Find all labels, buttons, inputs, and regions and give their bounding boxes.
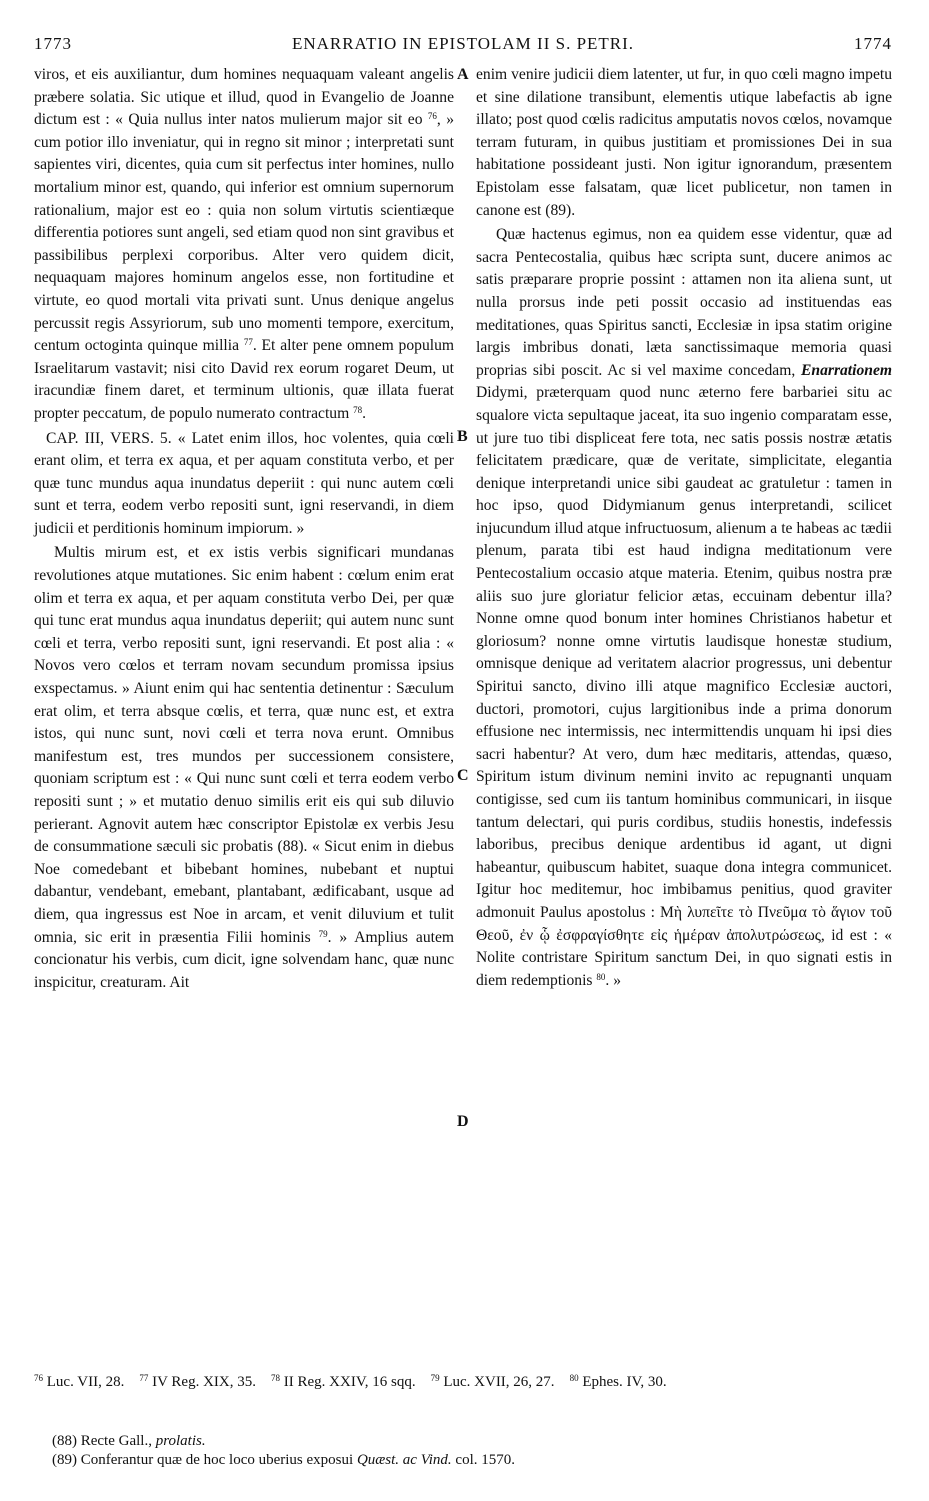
editor-notes: [52, 1432, 892, 1470]
left-paragraph-scripture: CAP. III, VERS. 5. « Latet enim illos, hoc volentes, quia cœli erant olim, et terra ex aqua, et per aquam constituta verbo, et per quæ tunc mundus aqua inundatus deperiit : qui nunc autem cœli sunt et terra, eodem verbo repositi sunt, igni reservandi, in diem judicii et perditionis hominum impiorum. »: [34, 429, 454, 537]
section-marker-a: A: [457, 66, 469, 83]
chapter-label: CAP. III,: [46, 429, 111, 447]
footnote-77: $^{77}$ IV Reg. XIX, 35.: [139, 1373, 257, 1390]
right-paragraph-1: enim venire judicii diem latenter, ut fur, in quo cœli magno impetu et sine dilatione transibunt, elementis utique labefactis ab igne illato; post quod cœlis radicitus amputatis novos cœlos, novamque terram futuram, in quibus justitiam et promissiones Dei in sua habitatione possideant justi. Non igitur ignorandum, præsentem Epistolam esse falsatam, quæ licet publicetur, non tamen in canone est (89).: [476, 66, 892, 219]
footnote-80: $^{80}$ Ephes. IV, 30.: [569, 1373, 667, 1390]
left-column: [34, 64, 454, 996]
emphasis: Enarrationem: [801, 361, 892, 379]
footnote-ref: 77: [243, 337, 253, 348]
left-paragraph-3: Multis mirum est, et ex istis verbis significari mundanas revolutiones atque mutationes. Sic enim habent : cœlum enim erat olim et terra ex aqua, et per aquam constituta verbo Dei, per quæ qui tunc erat mundus aqua inundatus deperiit; qui autem nunc sunt cœli et terra, verbo repositi sunt, igni reservandi. Et post alia : « Novos vero cœlos et terram novam secundum promissa ipsius exspectamus. » Aiunt enim qui hac sententia detinentur : Sæculum erat olim, et terra absque cœlis, et terra, quæ nunc est, et extra istos, qui nunc sunt, novi cœli et terra nova erunt. Omnibus manifestum est, tres mundos per successionem consistere, quoniam scriptum est : « Qui nunc sunt cœli et terra eodem verbo repositi sunt ; » et mutatio denuo similis erit eis qui sub diluvio perierant. Agnovit autem hæc conscriptor Epistolæ ex verbis Jesu de consummatione sæculi sic probatis (88). « Sicut enim in diebus Noe comedebant et bibebant homines, nubebant et nuptui dabantur, vendebant, emebant, plantabant, ædificabant, usque ad diem, qua ingressus est Noe in arcam, et venit diluvium et tulit omnia, sic erit in præsentia Filii hominis $^{79}$. » Amplius autem concionatur his verbis, cum dicit, igne solvendam hanc, quæ nunc inspicitur, creaturam. Ait: [34, 544, 454, 991]
left-paragraph-1: viros, et eis auxiliantur, dum homines nequaquam valeant angelis præbere solatia. Sic utique et illud, quod in Evangelio de Joanne dictum est : « Quia nullus inter natos mulierum major sit eo $^{76}$, » cum potior illo inveniatur, qui in regno sit minor ; interpretati sunt sapientes viri, dicentes, quia cum sit perfectus inter homines, nullo mortalium minor est, quando, qui inferior est omnium supernorum rationalium, major est eo : quia non solum virtutis scientiæque differentia potiores sunt angeli, sed etiam quod non sint gravibus et passibilibus perplexi corporibus. Alter vero quidem dicit, nequaquam majores hominum angelos esse, non fortitudine et virtute, eo quod mortali vita privati sunt. Unus denique angelus percussit regis Assyriorum, sub uno momenti tempore, exercitum, centum octoginta quinque millia $^{77}$. Et alter pene omnem populum Israelitarum vastavit; nisi cito David rex eorum rogaret Deum, ut iracundiæ finem daret, et terminum ultionis, quæ illata fuerat propter peccatum, de populo numerato contractum $^{78}$.: [34, 66, 455, 422]
footnote-ref: 80: [596, 971, 606, 982]
section-marker-d: D: [457, 1113, 469, 1130]
footnote-ref: 76: [427, 111, 437, 122]
verse-label: VERS. 5.: [110, 429, 172, 447]
footnote-ref: 79: [318, 928, 328, 939]
running-header: [34, 34, 892, 58]
running-title: ENARRATIO IN EPISTOLAM II S. PETRI.: [291, 34, 635, 53]
page-number-left: 1773: [34, 34, 72, 53]
footnote-79: $^{79}$ Luc. XVII, 26, 27.: [430, 1373, 555, 1390]
page-number-right: 1774: [854, 34, 892, 53]
note-89: (89) Conferantur quæ de hoc loco uberius exposui Quæst. ac Vind. col. 1570.: [52, 1452, 515, 1468]
footnote-78: $^{78}$ II Reg. XXIV, 16 sqq.: [271, 1373, 416, 1390]
note-88: (88) Recte Gall., prolatis.: [52, 1433, 206, 1449]
section-marker-c: C: [457, 767, 469, 784]
footnote-76: $^{76}$ Luc. VII, 28.: [34, 1373, 125, 1390]
footnote-ref: 78: [353, 404, 363, 415]
right-paragraph-2: Quæ hactenus egimus, non ea quidem esse videntur, quæ ad sacra Pentecostalia, quibus hæc scripta sunt, ducere animos ac satis præparare proprie possint : attamen non ita aliena sunt, ut nulla prorsus inde peti possit occasio ad instituendas eas meditationes, quas Spiritus sancti, Ecclesiæ in ipsa statim origine largis imbribus donati, læta sanctissimaque memoria quasi proprias sibi poscit. Ac si vel maxime concedam, Enarrationem Didymi, præterquam quod nunc æterno fere barbariei situ ac squalore victa sepultaque jaceat, ita suo ingenio comparatam esse, ut jure tuo tibi displiceat fere tota, nec satis possis nostræ ætatis felicitatem prædicare, quæ de veritate, simplicitate, elegantia denique interpretandi unice sibi gaudeat ac gratuletur : tamen in hoc ipso, quod Didymianum genus interpretandi, scilicet injucundum illud atque infructuosum, alienum a te habeas ac tædii plenum, parata tibi est haud indigna meditationum vere Pentecostalium occasio atque materia. Etenim, quibus nostra præ aliis suo jure gloriatur felicior ætas, eccuinam debentur illa? Nonne omne quod bonum inter homines Christianos habetur et gloriosum? nonne omne virtutis laudisque honestæ studium, omnisque denique ad veritatem alacrior progressus, uni debentur Spiritui sancto, divino illi atque magnifico Ecclesiæ auctori, ductori, promotori, cujus largitionibus inde a prima donorum effusione nec intermissis, nec intermittendis unquam hi ipsi dies sacri habentur? At vero, dum hæc meditaris, attendas, quæso, Spiritum istum divinum nemini invito ac repugnanti unquam contigisse, sed cum iis tantum hominibus communicari, in iisque tantum delectari, qui puris cordibus, studiis honestis, indefessis laboribus, precibus denique ardentibus id agant, ut digni habeantur, quibuscum habitet, suaque dona integra communicet. Igitur hoc meditemur, hoc imbibamus penitius, quod graviter admonuit Paulus apostolus : Μὴ λυπεῖτε τὸ Πνεῦμα τὸ ἅγιον τοῦ Θεοῦ, ἐν ᾧ ἐσφραγίσθητε εἰς ἡμέραν ἀπολυτρώσεως, id est : « Nolite contristare Spiritum sanctum Dei, in quo signati estis in diem redemptionis $^{80}$. »: [476, 226, 892, 989]
right-column: [476, 64, 892, 994]
section-marker-b: B: [457, 428, 468, 445]
footnotes: [34, 1372, 892, 1392]
